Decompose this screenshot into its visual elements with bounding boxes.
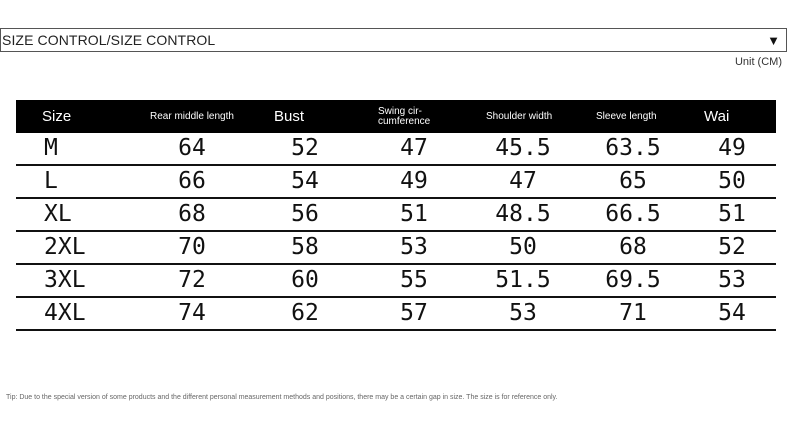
table-cell: 48.5 xyxy=(468,198,578,231)
table-cell: 45.5 xyxy=(468,133,578,165)
table-cell: 51.5 xyxy=(468,264,578,297)
table-cell: 60 xyxy=(250,264,360,297)
size-cell: L xyxy=(16,165,134,198)
header-rear-middle-length: Rear middle length xyxy=(134,100,250,133)
size-chart-table xyxy=(16,100,776,331)
table-cell: 52 xyxy=(250,133,360,165)
table-cell: 56 xyxy=(250,198,360,231)
table-cell: 66 xyxy=(134,165,250,198)
table-cell: 65 xyxy=(578,165,688,198)
table-cell: 74 xyxy=(134,297,250,330)
size-cell: M xyxy=(16,133,134,165)
unit-label: Unit (CM) xyxy=(734,56,782,68)
table-row xyxy=(16,133,776,165)
table-cell: 47 xyxy=(468,165,578,198)
table-cell: 66.5 xyxy=(578,198,688,231)
table-cell: 72 xyxy=(134,264,250,297)
header-swing-circumference: Swing cir-cumference xyxy=(360,100,468,133)
size-disclaimer-tip: Tip: Due to the special version of some products and the different personal measurement methods and positions, there may be a certain gap in size. The size is for reference only. xyxy=(6,394,558,401)
table-cell: 68 xyxy=(134,198,250,231)
table-cell: 70 xyxy=(134,231,250,264)
table-cell: 53 xyxy=(688,264,776,297)
size-cell: XL xyxy=(16,198,134,231)
table-cell: 57 xyxy=(360,297,468,330)
table-cell: 52 xyxy=(688,231,776,264)
table-cell: 51 xyxy=(360,198,468,231)
table-row xyxy=(16,165,776,198)
table-row xyxy=(16,297,776,330)
table-header-row xyxy=(16,100,776,133)
size-control-dropdown[interactable] xyxy=(0,28,787,52)
header-bust: Bust xyxy=(250,100,360,133)
table-cell: 54 xyxy=(688,297,776,330)
table-cell: 54 xyxy=(250,165,360,198)
table-row xyxy=(16,198,776,231)
header-waist: Wai xyxy=(688,100,776,133)
table-row xyxy=(16,231,776,264)
table-cell: 71 xyxy=(578,297,688,330)
header-shoulder-width: Shoulder width xyxy=(468,100,578,133)
size-cell: 3XL xyxy=(16,264,134,297)
table-cell: 53 xyxy=(468,297,578,330)
size-cell: 4XL xyxy=(16,297,134,330)
table-cell: 49 xyxy=(360,165,468,198)
dropdown-label: SIZE CONTROL/SIZE CONTROL xyxy=(2,32,216,48)
size-cell: 2XL xyxy=(16,231,134,264)
header-sleeve-length: Sleeve length xyxy=(578,100,688,133)
table-cell: 51 xyxy=(688,198,776,231)
table-cell: 58 xyxy=(250,231,360,264)
table-cell: 55 xyxy=(360,264,468,297)
table-cell: 63.5 xyxy=(578,133,688,165)
table-row xyxy=(16,264,776,297)
table-cell: 50 xyxy=(688,165,776,198)
table-cell: 49 xyxy=(688,133,776,165)
table-cell: 53 xyxy=(360,231,468,264)
chevron-down-icon[interactable]: ▼ xyxy=(767,32,780,48)
table-cell: 64 xyxy=(134,133,250,165)
table-cell: 68 xyxy=(578,231,688,264)
header-size: Size xyxy=(16,100,134,133)
table-cell: 62 xyxy=(250,297,360,330)
table-cell: 47 xyxy=(360,133,468,165)
table-cell: 50 xyxy=(468,231,578,264)
table-cell: 69.5 xyxy=(578,264,688,297)
